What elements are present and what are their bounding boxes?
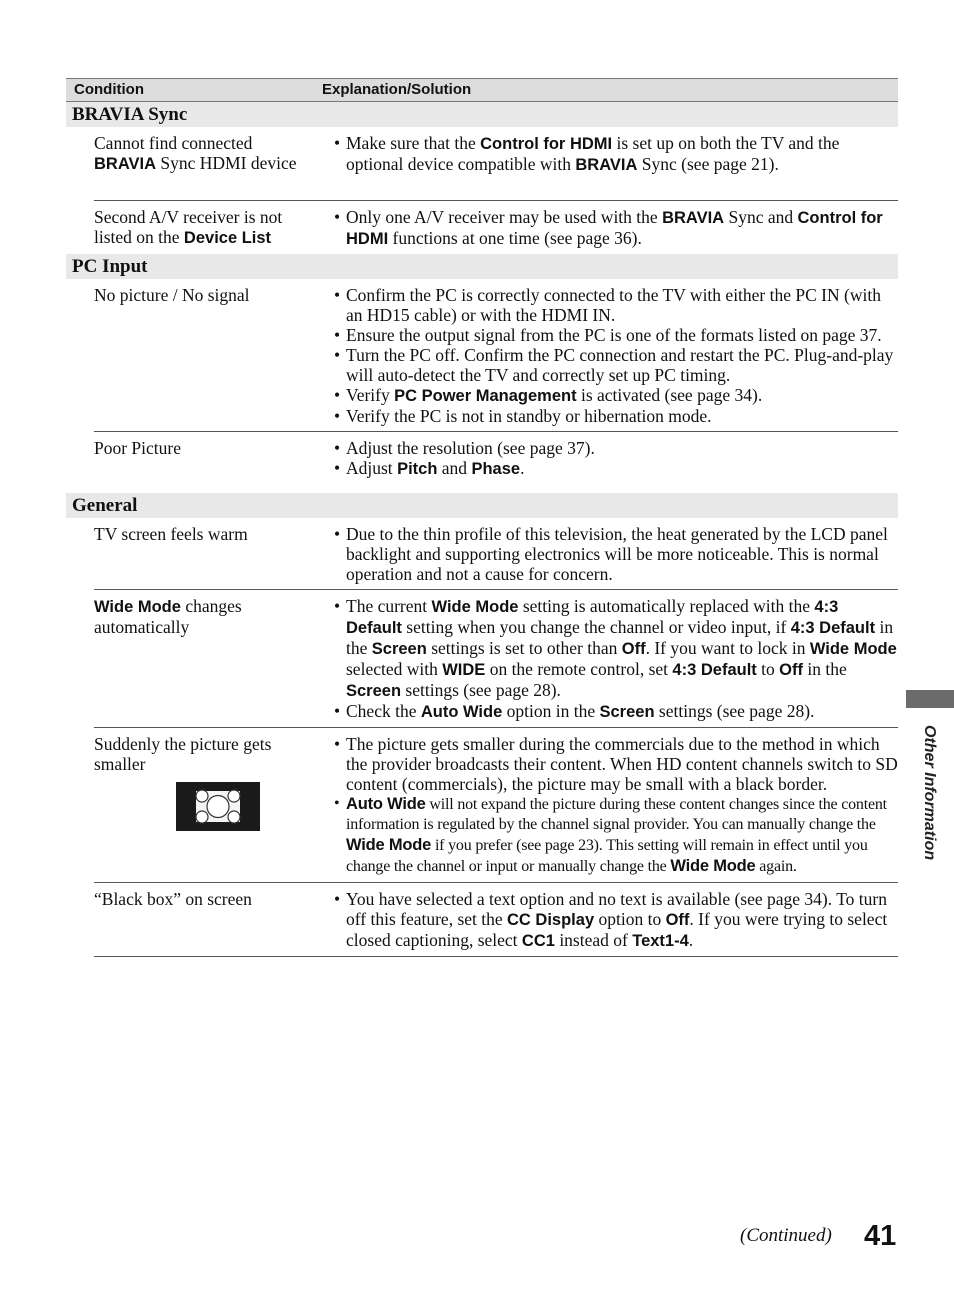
explanation-cell [334, 524, 898, 584]
bullet-item [334, 794, 898, 877]
table-row [94, 590, 898, 728]
text: instead of [554, 930, 633, 950]
text: again. [755, 858, 797, 875]
page-number: 41 [864, 1220, 897, 1252]
explanation-cell [334, 734, 898, 877]
cond-bold: Device List [183, 229, 272, 247]
explanation-cell [334, 133, 898, 195]
text: settings is set to other than [426, 638, 622, 658]
condition-cell [94, 596, 314, 637]
text: . If you were trying to select closed captioning, select [346, 909, 888, 950]
text: in the [802, 659, 847, 679]
text: functions at one time (see page 36). [388, 228, 642, 248]
text: Verify [346, 385, 395, 405]
table-row [94, 728, 898, 883]
table-header [66, 78, 898, 102]
text: option in the [502, 701, 600, 721]
term: Off [621, 640, 646, 658]
troubleshooting-table [66, 78, 898, 957]
table-row [94, 127, 898, 201]
term: Screen [371, 640, 427, 658]
term: BRAVIA [575, 156, 638, 174]
text: is set up on both the TV and the optional device compatible with [346, 133, 840, 174]
text: Adjust [346, 458, 398, 478]
term: CC Display [507, 911, 595, 929]
cond-text: Cannot find connected [94, 133, 253, 153]
text: You have selected a text option and no text is available (see page 34). To turn off this feature, set the [346, 889, 887, 929]
bullet-item: • Turn the PC off. Confirm the PC connection and restart the PC. Plug-and-play will auto-detect the TV and correctly set up PC timing. [334, 345, 898, 385]
term: 4:3 Default [346, 598, 839, 637]
text: setting when you change the channel or video input, if [401, 617, 791, 637]
explanation-cell [334, 207, 898, 249]
text: and [437, 458, 472, 478]
term: Auto Wide [420, 703, 503, 721]
text: . [688, 930, 694, 950]
header-explanation: Explanation/Solution [322, 81, 472, 98]
table-row [94, 883, 898, 957]
continued-note: (Continued) [740, 1225, 832, 1246]
condition-cell [94, 734, 314, 774]
term: Auto Wide [346, 795, 426, 813]
text: option to [594, 909, 666, 929]
cond-bold: BRAVIA [94, 155, 157, 173]
term: Control for HDMI [480, 135, 613, 153]
text: will not expand the picture during these content changes since the content information is regulated by the channel signal provider. You can manually change the [346, 796, 887, 833]
term: Wide Mode [809, 640, 897, 658]
text: setting is automatically replaced with the [518, 596, 815, 616]
text: Sync (see page 21). [637, 154, 779, 174]
text: . If you want to lock in [645, 638, 810, 658]
text: Only one A/V receiver may be used with the [346, 207, 663, 227]
bullet-item: • The picture gets smaller during the commercials due to the method in which the provider broadcasts their content. When HD content channels switch to SD content (commercials), the picture may be small with a black border. [334, 734, 898, 794]
cond-text: Suddenly the picture gets smaller [94, 734, 272, 774]
text: Make sure that the [346, 133, 481, 153]
side-label-text: Other Information [921, 725, 938, 861]
condition-cell: Poor Picture [94, 438, 182, 458]
table-row [94, 279, 898, 432]
term: Screen [346, 682, 402, 700]
cond-text: Second A/V receiver is not listed on the [94, 207, 283, 247]
bullet-item [334, 701, 898, 722]
term: Control for HDMI [346, 209, 883, 248]
bullet-item [334, 133, 898, 175]
text: Sync and [724, 207, 798, 227]
condition-cell: TV screen feels warm [94, 524, 248, 544]
text: is activated (see page 34). [576, 385, 763, 405]
term: Screen [599, 703, 655, 721]
table-row [94, 201, 898, 254]
section-general: General [66, 493, 898, 518]
term: Phase [471, 460, 521, 478]
condition-cell: No picture / No signal [94, 285, 250, 305]
section-pc-input: PC Input [66, 254, 898, 279]
text: The current [346, 596, 432, 616]
term: Text1-4 [632, 932, 689, 950]
text: settings (see page 28). [401, 680, 561, 700]
term: BRAVIA [662, 209, 725, 227]
table-row [94, 432, 898, 493]
bullet-item [334, 207, 898, 249]
wide-mode-picture-icon [176, 782, 260, 831]
bullet-item: • Verify the PC is not in standby or hibernation mode. [334, 406, 898, 426]
bullet-item: • Adjust the resolution (see page 37). [334, 438, 898, 458]
text: selected with [346, 659, 443, 679]
explanation-cell [334, 285, 898, 426]
section-bravia-sync: BRAVIA Sync [66, 102, 898, 127]
table-row [94, 518, 898, 590]
term: WIDE [442, 661, 486, 679]
term: 4:3 Default [790, 619, 876, 637]
bullet-item [334, 596, 898, 701]
condition-cell [94, 133, 314, 174]
term: PC Power Management [394, 387, 577, 405]
term: Wide Mode [431, 598, 519, 616]
text: settings (see page 28). [654, 701, 815, 721]
term: Off [665, 911, 690, 929]
term: Off [779, 661, 803, 679]
bullet-item [334, 458, 898, 479]
bullet-item [334, 889, 898, 951]
term: CC1 [521, 932, 555, 950]
condition-cell [94, 207, 314, 248]
text: to [756, 659, 780, 679]
section-tab-marker [906, 690, 954, 708]
term: 4:3 Default [672, 661, 757, 679]
explanation-cell [334, 889, 898, 951]
text: . [520, 458, 525, 478]
text: if you prefer (see page 23). This setting will remain in effect until you change the channel or input or manually change the [346, 837, 868, 875]
term: Pitch [397, 460, 438, 478]
term: Wide Mode [670, 857, 756, 875]
cond-text: changes automatically [94, 596, 242, 637]
side-section-label [920, 725, 940, 895]
bullet-item: • Due to the thin profile of this television, the heat generated by the LCD panel backlight and supporting electronics will be more noticeable. This is normal operation and not a cause for concern. [334, 524, 898, 584]
header-condition: Condition [74, 81, 144, 98]
bullet-item: • Ensure the output signal from the PC is one of the formats listed on page 37. [334, 325, 898, 345]
bullet-item: • Confirm the PC is correctly connected to the TV with either the PC IN (with an HD15 cable) or with the HDMI IN. [334, 285, 898, 325]
condition-cell: “Black box” on screen [94, 889, 252, 909]
text: in the [346, 617, 894, 658]
bullet-item [334, 385, 898, 406]
cond-text: Sync HDMI device [156, 153, 297, 173]
text: on the remote control, set [485, 659, 673, 679]
term: Wide Mode [346, 836, 432, 854]
text: Check the [346, 701, 421, 721]
explanation-cell [334, 438, 898, 479]
cond-bold: Wide Mode [94, 598, 181, 616]
explanation-cell [334, 596, 898, 722]
